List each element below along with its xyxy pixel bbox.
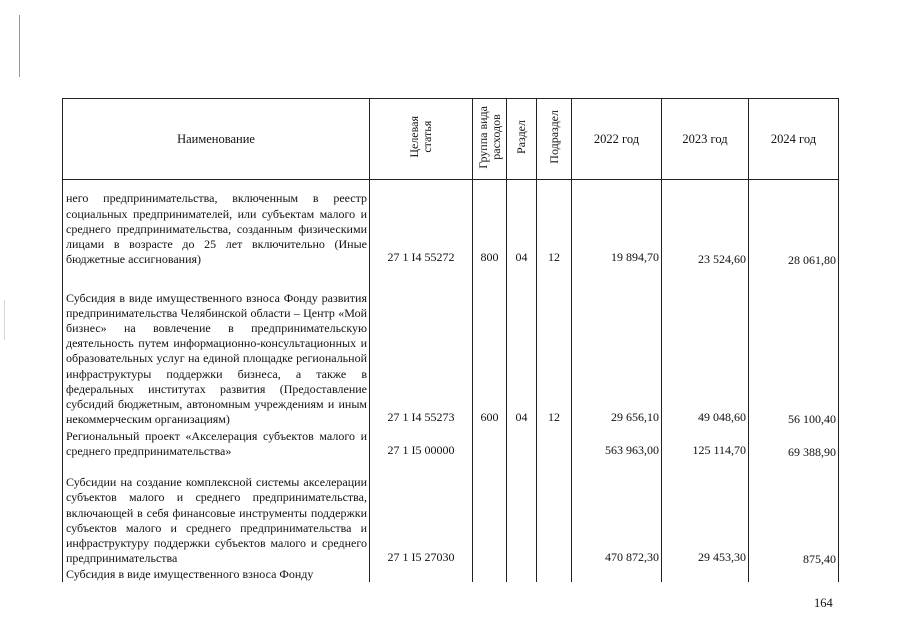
row-2022: 29 656,10 (572, 268, 662, 428)
row-group (473, 567, 507, 582)
row-subsection: 12 (537, 180, 572, 268)
row-2024: 28 061,80 (749, 180, 839, 268)
row-2022: 19 894,70 (572, 180, 662, 268)
header-section (507, 99, 537, 180)
scan-artifact-mark (4, 300, 5, 340)
row-section: 04 (507, 180, 537, 268)
row-section: 04 (507, 268, 537, 428)
row-target: 27 1 I5 00000 (370, 428, 473, 460)
row-target (370, 567, 473, 582)
row-2023: 125 114,70 (662, 428, 749, 460)
table-row (63, 428, 839, 460)
row-subsection: 12 (537, 268, 572, 428)
table-row (63, 180, 839, 268)
header-expense-group-label: Группа вида расходов (475, 105, 503, 169)
table-row (63, 460, 839, 567)
row-group: 600 (473, 268, 507, 428)
row-name: Субсидия в виде имущественного взноса Фонду (63, 567, 370, 582)
scan-artifact-line (19, 15, 20, 77)
header-2022: 2022 год (572, 99, 662, 180)
row-section (507, 567, 537, 582)
row-subsection (537, 567, 572, 582)
budget-table (62, 98, 839, 582)
header-2024: 2024 год (749, 99, 839, 180)
row-2023: 29 453,30 (662, 460, 749, 567)
row-2023 (662, 567, 749, 582)
row-subsection (537, 428, 572, 460)
row-target: 27 1 I5 27030 (370, 460, 473, 567)
row-name: Субсидии на создание комплексной системы акселерации субъектов малого и среднего предпринимательства, включающей в себя финансовые инструменты поддержки субъектов малого и среднего предпринимательства и инфраструктуру поддержки субъектов малого и среднего предпринимательства (63, 460, 370, 567)
header-target-label: Целевая статья (407, 116, 434, 158)
row-subsection (537, 460, 572, 567)
row-2024: 69 388,90 (749, 428, 839, 460)
row-2023: 23 524,60 (662, 180, 749, 268)
row-target: 27 1 I4 55272 (370, 180, 473, 268)
row-section (507, 460, 537, 567)
page-number: 164 (814, 596, 833, 610)
table-row (63, 268, 839, 428)
row-group (473, 460, 507, 567)
header-section-label: Раздел (514, 120, 528, 154)
row-section (507, 428, 537, 460)
row-2022 (572, 567, 662, 582)
table-header-row (63, 99, 839, 180)
header-2023: 2023 год (662, 99, 749, 180)
row-2024: 875,40 (749, 460, 839, 567)
header-expense-group (473, 99, 507, 180)
row-2024: 56 100,40 (749, 268, 839, 428)
row-name: него предпринимательства, включенным в реестр социальных предпринимателей, или субъектам малого и среднего предпринимательства, созданным физическими лицами в возрасте до 25 лет включительно (Иные бюджетные ассигнования) (63, 180, 370, 268)
row-group: 800 (473, 180, 507, 268)
row-2024 (749, 567, 839, 582)
header-name: Наименование (63, 99, 370, 180)
row-target: 27 1 I4 55273 (370, 268, 473, 428)
header-subsection (537, 99, 572, 180)
row-group (473, 428, 507, 460)
row-2022: 563 963,00 (572, 428, 662, 460)
header-target (370, 99, 473, 180)
header-subsection-label: Подраздел (546, 110, 561, 164)
table-row (63, 567, 839, 582)
row-name: Региональный проект «Акселерация субъектов малого и среднего предпринимательства» (63, 428, 370, 460)
row-2022: 470 872,30 (572, 460, 662, 567)
row-2023: 49 048,60 (662, 268, 749, 428)
row-name: Субсидия в виде имущественного взноса Фонду развития предпринимательства Челябинской области – Центр «Мой бизнес» на вовлечение в предпринимательскую деятельность путем информационно-консультационных и образовательных услуг на единой площадке региональной инфраструктуры поддержки бизнеса, а также в федеральных институтах развития (Предоставление субсидий бюджетным, автономным учреждениям и иным некоммерческим организациям) (63, 268, 370, 428)
